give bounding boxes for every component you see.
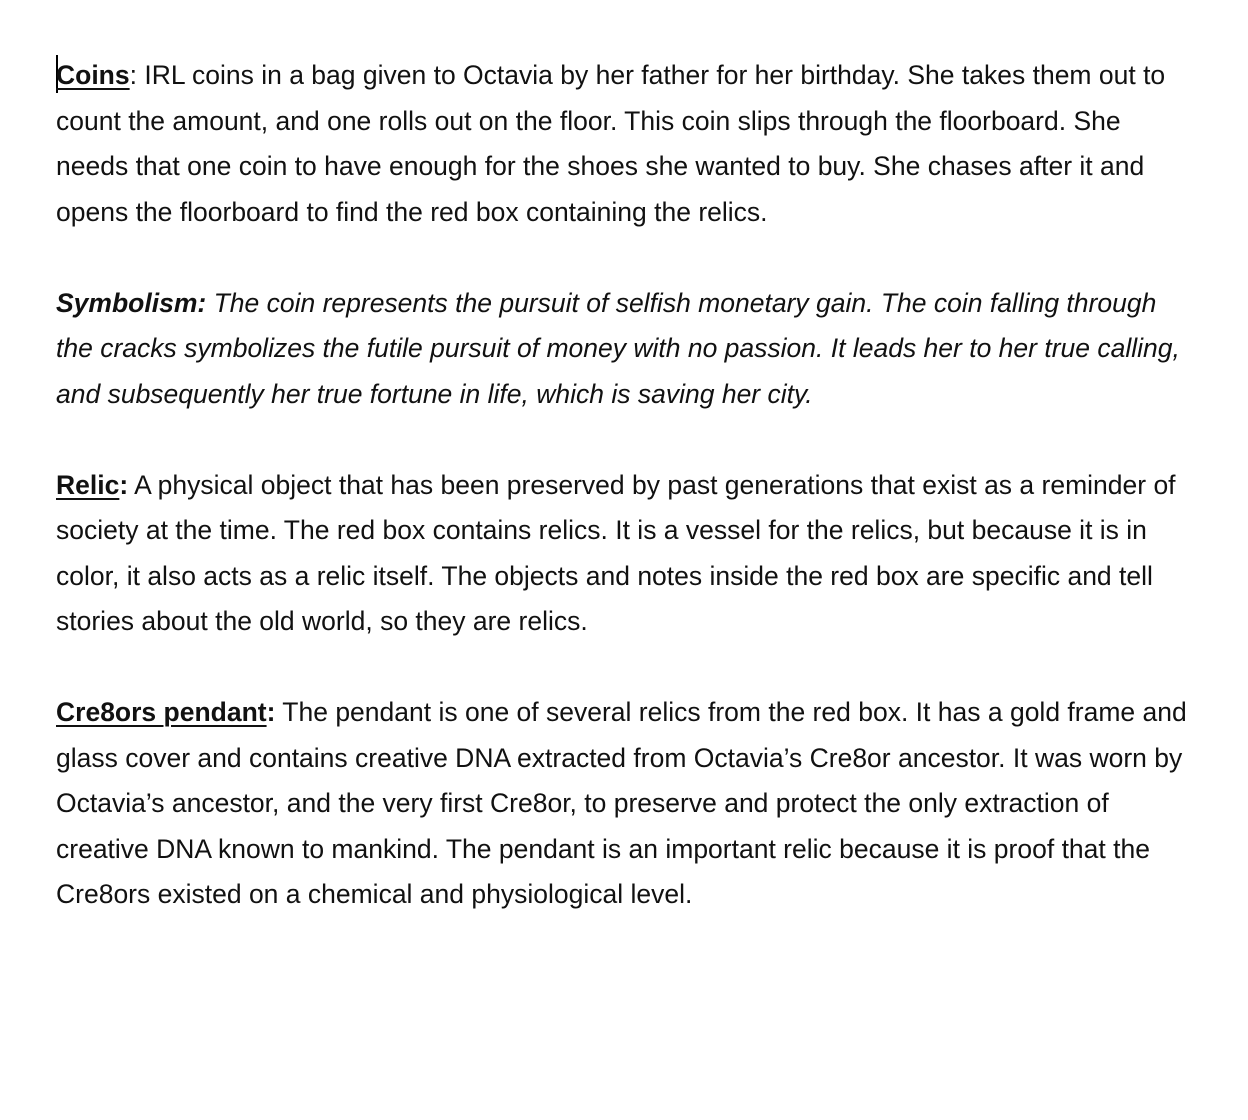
definition-coins: IRL coins in a bag given to Octavia by her father for her birthday. She takes them out to count the amount, and one rolls out on the floor. This coin slips through the floorboard. She needs that one coin to have enough for the shoes she wanted to buy. She chases after it and opens the floorboard to find the red box containing the relics. — [56, 60, 1166, 227]
paragraph-symbolism — [56, 281, 1196, 418]
term-colon: : — [129, 60, 137, 90]
term-coins: Coins — [56, 60, 130, 90]
definition-cre8ors-pendant: The pendant is one of several relics from the red box. It has a gold frame and glass cover and contains creative DNA extracted from Octavia’s Cre8or ancestor. It was worn by Octavia’s ancestor, and the very first Cre8or, to preserve and protect the only extraction of creative DNA known to mankind. The pendant is an important relic because it is proof that the Cre8ors existed on a chemical and physiological level. — [56, 697, 1187, 909]
definition-symbolism: The coin represents the pursuit of selfish monetary gain. The coin falling through the cracks symbolizes the futile pursuit of money with no passion. It leads her to her true calling, and subsequently her true fortune in life, which is saving her city. — [56, 287, 1180, 409]
paragraph-coins — [56, 53, 1196, 235]
term-cre8ors-pendant: Cre8ors pendant — [56, 697, 267, 727]
term-relic: Relic — [56, 469, 120, 500]
paragraph-cre8ors-pendant — [56, 690, 1196, 918]
document-page[interactable] — [56, 53, 1196, 963]
term-colon: : — [266, 697, 276, 727]
paragraph-relic — [56, 463, 1196, 645]
definition-relic: A physical object that has been preserved by past generations that exist as a reminder of society at the time. The red box contains relics. It is a vessel for the relics, but because it is in color, it also acts as a relic itself. The objects and notes inside the red box are specific and tell stories about the old world, so they are relics. — [56, 469, 1176, 636]
term-colon: : — [119, 469, 129, 500]
term-symbolism: Symbolism: — [56, 287, 207, 318]
